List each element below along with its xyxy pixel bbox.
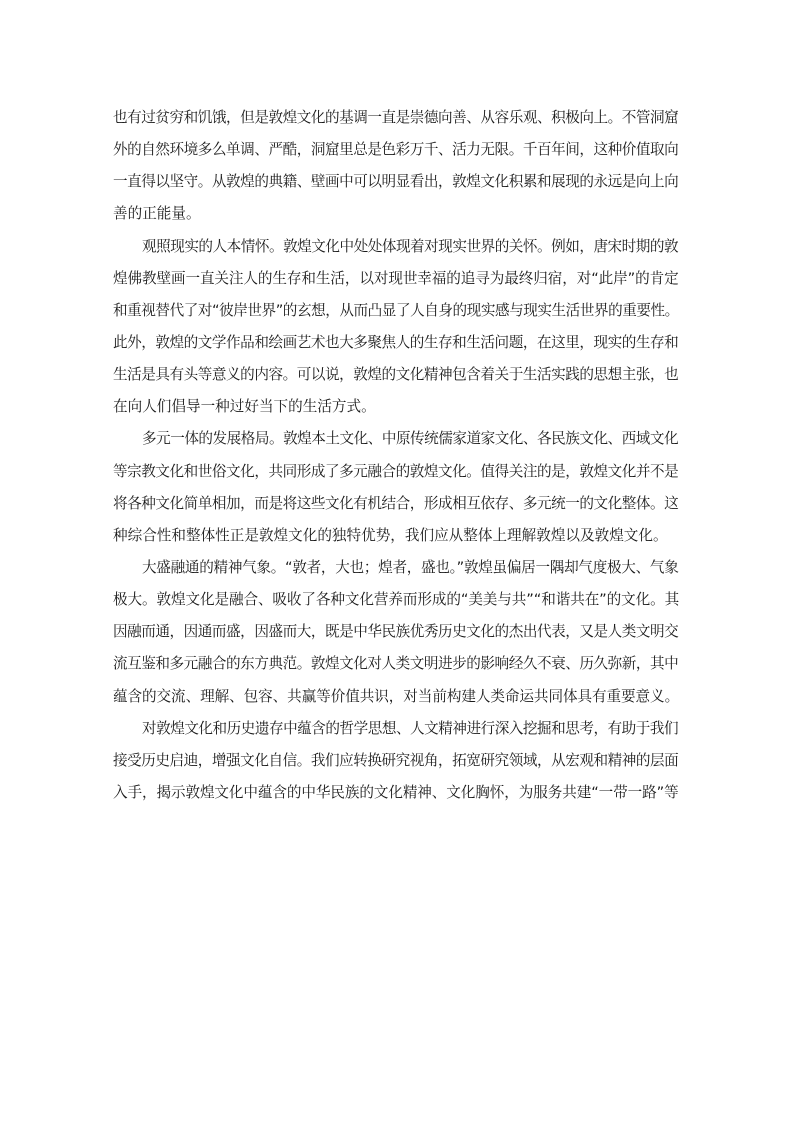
text-line: 外的自然环境多么单调、严酷，洞窟里总是色彩万千、活力无限。千百年间，这种价值取向 <box>113 141 679 159</box>
text-line: 将各种文化简单相加，而是将这些文化有机结合，形成相互依存、多元统一的文化整体。这 <box>113 494 679 512</box>
text-line: 和重视替代了对“彼岸世界”的玄想，从而凸显了人自身的现实感与现实生活世界的重要性。 <box>113 301 679 319</box>
text-line: 此外，敦煌的文学作品和绘画艺术也大多聚焦人的生存和生活问题，在这里，现实的生存和 <box>113 333 679 351</box>
text-line: 极大。敦煌文化是融合、吸收了各种文化营养而形成的“美美与共”“和谐共在”的文化。其 <box>113 591 680 609</box>
text-line: 多元一体的发展格局。敦煌本土文化、中原传统儒家道家文化、各民族文化、西域文化 <box>142 430 679 448</box>
text-line: 接受历史启迪，增强文化自信。我们应转换研究视角，拓宽研究领域，从宏观和精神的层面 <box>113 751 679 769</box>
text-line: 在向人们倡导一种过好当下的生活方式。 <box>113 398 376 416</box>
document-body <box>113 102 679 809</box>
text-line: 煌佛教壁画一直关注人的生存和生活，以对现世幸福的追寻为最终归宿，对“此岸”的肯定 <box>113 269 679 287</box>
text-line: 大盛融通的精神气象。“敦者，大也；煌者，盛也。”敦煌虽偏居一隅却气度极大、气象 <box>142 558 679 576</box>
text-line: 入手，揭示敦煌文化中蕴含的中华民族的文化精神、文化胸怀，为服务共建“一带一路”等 <box>113 783 679 801</box>
text-line: 种综合性和整体性正是敦煌文化的独特优势，我们应从整体上理解敦煌以及敦煌文化。 <box>113 526 668 544</box>
text-line: 观照现实的人本情怀。敦煌文化中处处体现着对现实世界的关怀。例如，唐宋时期的敦 <box>142 237 679 255</box>
text-line: 一直得以坚守。从敦煌的典籍、壁画中可以明显看出，敦煌文化积累和展现的永远是向上向 <box>113 173 679 191</box>
text-line: 蕴含的交流、理解、包容、共赢等价值共识，对当前构建人类命运共同体具有重要意义。 <box>113 687 680 705</box>
text-line: 等宗教文化和世俗文化，共同形成了多元融合的敦煌文化。值得关注的是，敦煌文化并不是 <box>113 462 679 480</box>
text-line: 流互鉴和多元融合的东方典范。敦煌文化对人类文明进步的影响经久不衰、历久弥新，其中 <box>113 655 679 673</box>
text-line: 善的正能量。 <box>113 205 201 223</box>
text-line: 因融而通，因通而盛，因盛而大，既是中华民族优秀历史文化的杰出代表，又是人类文明交 <box>113 623 679 641</box>
text-line: 也有过贫穷和饥饿，但是敦煌文化的基调一直是崇德向善、从容乐观、积极向上。不管洞窟 <box>113 109 679 126</box>
text-line: 生活是具有头等意义的内容。可以说，敦煌的文化精神包含着关于生活实践的思想主张，也 <box>113 366 679 384</box>
text-line: 对敦煌文化和历史遗存中蕴含的哲学思想、人文精神进行深入挖掘和思考，有助于我们 <box>142 719 679 737</box>
